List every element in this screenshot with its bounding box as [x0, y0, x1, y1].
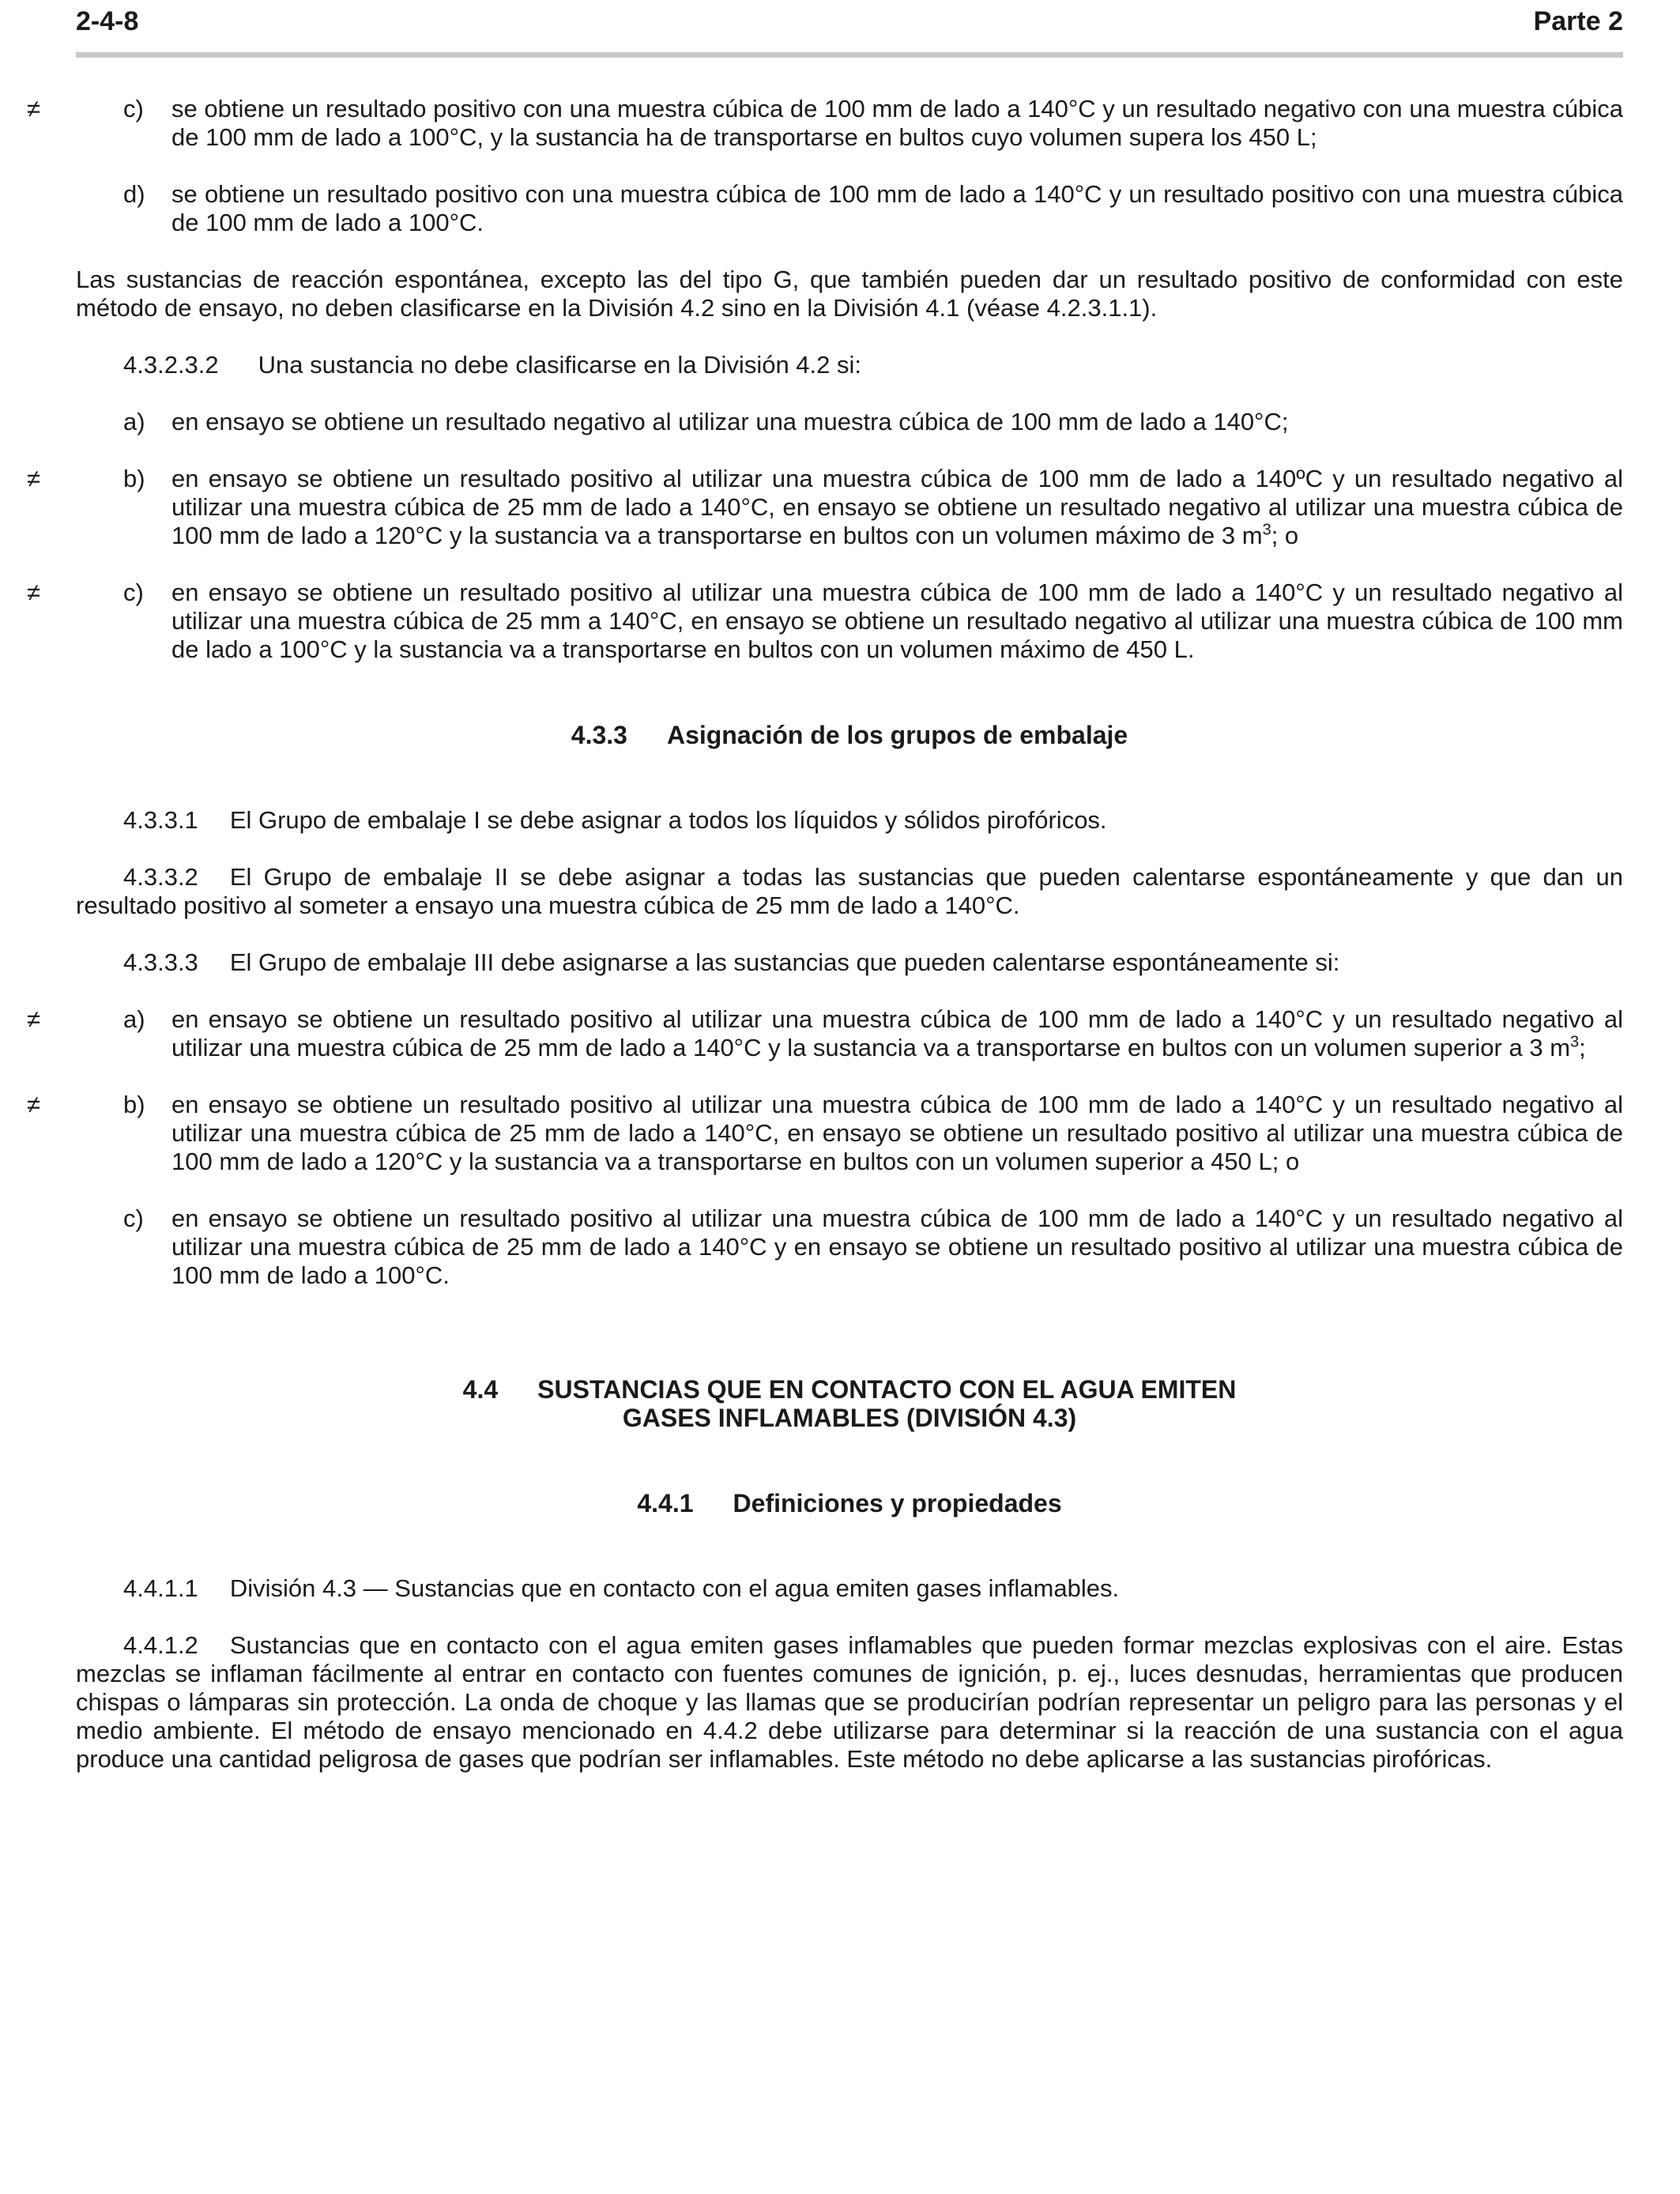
change-mark: ≠	[27, 1091, 41, 1118]
item-label: c)	[123, 1204, 144, 1232]
list-item	[27, 1091, 1623, 1176]
section-text: El Grupo de embalaje I se debe asignar a todos los líquidos y sólidos pirofóricos.	[229, 806, 1107, 834]
section-heading-4-4-1	[76, 1489, 1623, 1517]
heading-title: Definiciones y propiedades	[733, 1489, 1062, 1517]
section-heading-4-3-3	[76, 721, 1623, 749]
section-text: Una sustancia no debe clasificarse en la División 4.2 si:	[258, 351, 862, 379]
section-number: 4.4.1.1	[123, 1574, 198, 1602]
item-text: se obtiene un resultado positivo con una muestra cúbica de 100 mm de lado a 140°C y un resultado positivo con una muestra cúbica de 100 mm de lado a 100°C.	[171, 180, 1623, 236]
item-label: a)	[123, 1005, 145, 1033]
list-item	[76, 180, 1623, 237]
list-item	[76, 408, 1623, 436]
heading-number: 4.3.3	[571, 721, 627, 749]
reactive-substances-paragraph: Las sustancias de reacción espontánea, excepto las del tipo G, que también pueden dar un resultado positivo de conformidad con este método de ensayo, no deben clasificarse en la División 4.2 sino en la División 4.1 (véase 4.2.3.1.1).	[76, 266, 1623, 322]
page-body	[27, 95, 1623, 1774]
section-number: 4.3.3.2	[123, 863, 198, 891]
chapter-heading-4-4	[76, 1375, 1623, 1432]
superscript: 3	[1570, 1033, 1580, 1051]
heading-number: 4.4	[462, 1375, 499, 1404]
item-text-tail: ;	[1579, 1034, 1586, 1061]
section-number: 4.3.3.3	[123, 948, 198, 976]
heading-line-1	[76, 1375, 1623, 1404]
section-4-3-3-3	[76, 948, 1623, 977]
heading-title-line-1: SUSTANCIAS QUE EN CONTACTO CON EL AGUA EMITEN	[537, 1375, 1237, 1404]
list-item	[27, 465, 1623, 550]
change-mark: ≠	[27, 1005, 41, 1033]
item-text: en ensayo se obtiene un resultado positivo al utilizar una muestra cúbica de 100 mm de lado a 140°C y un resultado negativo al utilizar una muestra cúbica de 25 mm de lado a 140°C y en ensayo se obtiene un resultado positivo al utilizar una muestra cúbica de 100 mm de lado a 100°C.	[171, 1204, 1623, 1289]
item-text: en ensayo se obtiene un resultado negativo al utilizar una muestra cúbica de 100 mm de lado a 140°C;	[171, 408, 1289, 435]
item-text: en ensayo se obtiene un resultado positivo al utilizar una muestra cúbica de 100 mm de lado a 140ºC y un resultado negativo al utilizar una muestra cúbica de 25 mm de lado a 140°C, en ensayo se obtiene un resultado negativo al utilizar una muestra cúbica de 100 mm de lado a 120°C y la sustancia va a transportarse en bultos con un volumen máximo de 3 m	[171, 465, 1623, 549]
part-label: Parte 2	[1533, 6, 1623, 36]
list-item	[76, 1204, 1623, 1290]
section-text: El Grupo de embalaje III debe asignarse a las sustancias que pueden calentarse espontáneamente si:	[229, 948, 1340, 976]
change-mark: ≠	[27, 95, 41, 123]
section-text: División 4.3 — Sustancias que en contacto con el agua emiten gases inflamables.	[229, 1574, 1120, 1602]
section-4-4-1-2	[76, 1631, 1623, 1774]
list-item	[27, 579, 1623, 664]
section-4-4-1-1	[76, 1574, 1623, 1603]
superscript: 3	[1262, 521, 1271, 539]
heading-line-2: GASES INFLAMABLES (DIVISIÓN 4.3)	[622, 1404, 1077, 1432]
page-number: 2-4-8	[76, 6, 139, 36]
list-item	[27, 95, 1623, 152]
item-text: en ensayo se obtiene un resultado positivo al utilizar una muestra cúbica de 100 mm de lado a 140°C y un resultado negativo al utilizar una muestra cúbica de 25 mm de lado a 140°C, en ensayo se obtiene un resultado positivo al utilizar una muestra cúbica de 100 mm de lado a 120°C y la sustancia va a transportarse en bultos con un volumen superior a 450 L; o	[171, 1091, 1623, 1175]
item-text: se obtiene un resultado positivo con una muestra cúbica de 100 mm de lado a 140°C y un resultado negativo con una muestra cúbica de 100 mm de lado a 100°C, y la sustancia ha de transportarse en bultos cuyo volumen supera los 450 L;	[171, 95, 1623, 151]
heading-title: Asignación de los grupos de embalaje	[666, 721, 1128, 749]
item-label: b)	[123, 465, 145, 492]
item-text-tail: ; o	[1271, 522, 1299, 549]
page-header	[76, 0, 1623, 58]
item-label: c)	[123, 95, 144, 123]
item-label: c)	[123, 579, 144, 606]
list-item	[27, 1005, 1623, 1062]
item-text: en ensayo se obtiene un resultado positivo al utilizar una muestra cúbica de 100 mm de lado a 140°C y un resultado negativo al utilizar una muestra cúbica de 25 mm a 140°C, en ensayo se obtiene un resultado negativo al utilizar una muestra cúbica de 100 mm de lado a 100°C y la sustancia va a transportarse en bultos con un volumen máximo de 450 L.	[171, 579, 1623, 663]
heading-number: 4.4.1	[637, 1489, 694, 1517]
section-4-3-2-3-2	[76, 351, 1623, 379]
section-4-3-3-1	[76, 806, 1623, 835]
item-text: en ensayo se obtiene un resultado positivo al utilizar una muestra cúbica de 100 mm de lado a 140°C y un resultado negativo al utilizar una muestra cúbica de 25 mm de lado a 140°C y la sustancia va a transportarse en bultos con un volumen superior a 3 m	[171, 1005, 1623, 1061]
section-number: 4.3.3.1	[123, 806, 198, 834]
section-number: 4.4.1.2	[123, 1631, 198, 1659]
change-mark: ≠	[27, 579, 41, 606]
change-mark: ≠	[27, 465, 41, 492]
item-label: b)	[123, 1091, 145, 1118]
item-label: a)	[123, 408, 145, 435]
section-number: 4.3.2.3.2	[123, 351, 219, 379]
section-text: El Grupo de embalaje II se debe asignar a todas las sustancias que pueden calentarse espontáneamente y que dan un resultado positivo al someter a ensayo una muestra cúbica de 25 mm de lado a 140°C.	[76, 863, 1623, 919]
section-4-3-3-2	[76, 863, 1623, 920]
item-label: d)	[123, 180, 145, 208]
section-text: Sustancias que en contacto con el agua emiten gases inflamables que pueden formar mezclas explosivas con el aire. Estas mezclas se inflaman fácilmente al entrar en contacto con fuentes comunes de ignición, p. ej., luces desnudas, herramientas que producen chispas o lámparas sin protección. La onda de choque y las llamas que se producirían podrían representar un peligro para las personas y el medio ambiente. El método de ensayo mencionado en 4.4.2 debe utilizarse para determinar si la reacción de una sustancia con el agua produce una cantidad peligrosa de gases que podrían ser inflamables. Este método no debe aplicarse a las sustancias pirofóricas.	[76, 1631, 1623, 1773]
